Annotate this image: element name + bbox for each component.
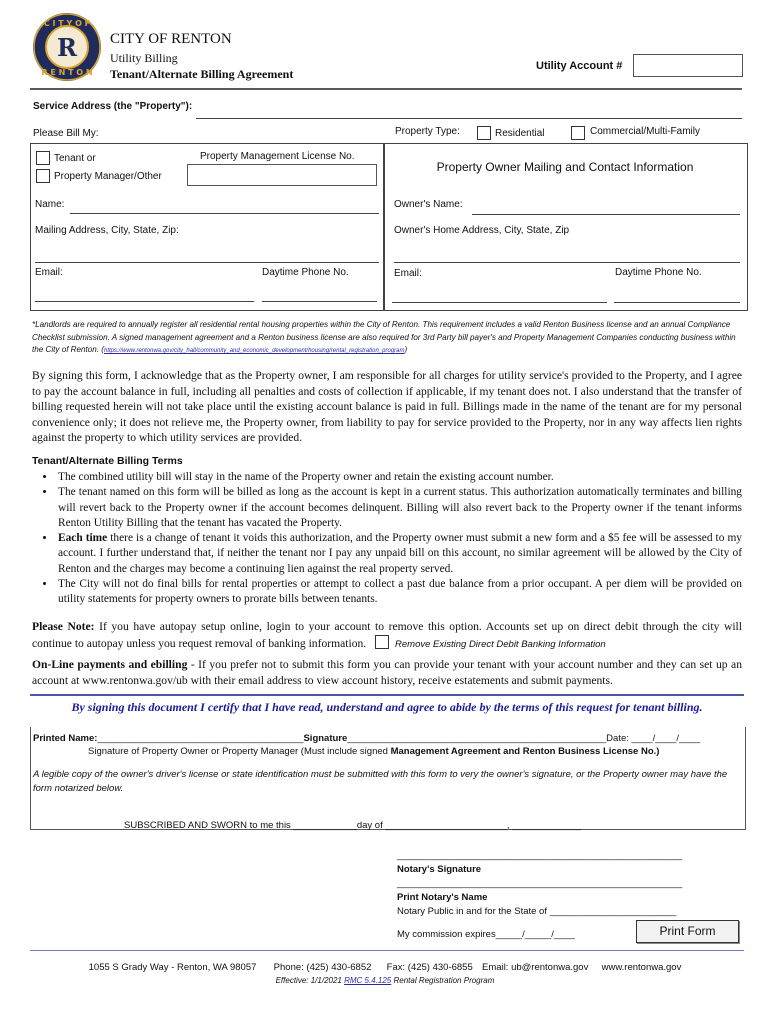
date-field[interactable]: Date: ____/____/____: [606, 733, 701, 744]
notary-name-line[interactable]: ______________________________________________________: [397, 878, 683, 889]
service-address-input[interactable]: [196, 118, 742, 119]
city-seal: [32, 12, 102, 82]
mailing-label: Mailing Address, City, State, Zip:: [35, 225, 179, 236]
phone-label: Daytime Phone No.: [262, 267, 349, 278]
online-heading: On-Line payments and ebilling: [32, 658, 188, 671]
bill-my-label: Please Bill My:: [33, 128, 99, 139]
commercial-label: Commercial/Multi-Family: [590, 126, 701, 137]
term-item: • The tenant named on this form will be billed as long as the account is kept in a current status. This authorization automatically terminates and billing will revert back to the Property owner if the account becomes delinquent. Billing will also revert back to the Property owner if the tenant informs Renton Utility Billing that the tenant has vacated the Property.: [56, 485, 742, 531]
owner-email-label: Email:: [394, 268, 422, 279]
header-rule: [30, 88, 742, 90]
commercial-checkbox[interactable]: [571, 126, 585, 140]
footer-phone: Phone: (425) 430-6852: [273, 962, 372, 973]
owner-address-label: Owner's Home Address, City, State, Zip: [394, 225, 570, 236]
license-number-input[interactable]: [187, 164, 377, 186]
tenant-label: Tenant or: [54, 153, 96, 164]
footer-rule: [30, 950, 744, 951]
landlord-note-close: ): [404, 345, 408, 354]
footer-website[interactable]: www.rentonwa.gov: [601, 962, 682, 973]
online-text: - If you prefer not to submit this form you can provide your tenant with your account number and they can set up an account at www.rentonwa.gov/ub with their email address to view account history, receive estatements and submit payments.: [32, 658, 742, 687]
mailing-input[interactable]: [35, 262, 379, 263]
signature-caption: Signature of Property Owner or Property Manager (Must include signed Management Agreement and Renton Business License No.): [88, 746, 660, 757]
remove-debit-checkbox[interactable]: [375, 635, 389, 649]
owner-section-title: Property Owner Mailing and Contact Information: [436, 160, 694, 174]
account-label: Utility Account #: [536, 60, 623, 72]
name-input[interactable]: [70, 213, 379, 214]
owner-address-input[interactable]: [394, 262, 740, 263]
landlord-note-text: *Landlords are required to annually register all residential rental housing properties within the City of Renton. This requirement includes a valid Renton Business license and an annual Compliance Checklist submission. A signed management agreement and a Renton business license are also required for 3rd Party bill payer's and Property Management Companies conducting business within the City of Renton. (: [32, 320, 736, 354]
license-label: Property Management License No.: [200, 151, 355, 162]
term-item: • The City will not do final bills for rental properties or attempt to collect a past due balance from a prior occupant. A per diem will be provided on utility statements for property owners to prorate bills between tenants.: [56, 577, 742, 608]
agreement-paragraph: By signing this form, I acknowledge that as the Property owner, I am responsible for all charges for utility service's provided to the Property, and I agree to pay the account balance in full, including all penalties and costs of collection if applicable, if my tenant does not. I also understand that the transfer of billing requested herein will not take place until the existing account balance is paid in full. Billings made in the name of the tenant are for my personal convenience only; it does not relieve me, the Property owner, from liability to pay for service provided to the Property, nor in any way affects lien rights against the property to which utility services are provided.: [32, 369, 742, 444]
svg-text:R: R: [57, 33, 77, 62]
print-form-button[interactable]: Print Form: [636, 920, 739, 943]
legible-note: A legible copy of the owner's driver's license or state identification must be submitted with this form to very the owner's signature, or the Property owner may have the form notarized below.: [33, 769, 728, 794]
email-label: Email:: [35, 267, 63, 278]
notary-name-label: Print Notary's Name: [397, 892, 488, 903]
remove-debit-label: Remove Existing Direct Debit Banking Information: [395, 638, 606, 650]
signature-line: [33, 733, 700, 744]
certify-statement: By signing this document I certify that I have read, understand and agree to abide by the terms of this request for tenant billing.: [71, 700, 703, 714]
term-item: • The combined utility bill will stay in the name of the Property owner and retain the existing account number.: [56, 470, 742, 485]
footer-effective: Effective: 1/1/2021 RMC 5.4.125 Rental Registration Program: [275, 976, 495, 985]
footer-contact: [0, 962, 770, 973]
notary-state[interactable]: Notary Public in and for the State of ________________________: [397, 906, 677, 917]
printed-name-label: Printed Name:: [33, 733, 98, 744]
terms-list: [8, 470, 742, 608]
rental-registration-link[interactable]: https://www.rentonwa.gov/city_hall/community_and_economic_development/housing/rental_registration_program: [103, 348, 405, 354]
footer-fax: Fax: (425) 430-6855: [386, 962, 473, 973]
certify-rule-top: [30, 694, 744, 696]
property-type-label: Property Type:: [395, 126, 460, 137]
signature-input[interactable]: _________________________________________________: [347, 733, 607, 744]
svg-text:R E N T O N: R E N T O N: [41, 68, 93, 77]
residential-label: Residential: [495, 128, 545, 139]
form-title: Tenant/Alternate Billing Agreement: [110, 67, 294, 81]
phone-input[interactable]: [262, 301, 377, 302]
terms-heading: Tenant/Alternate Billing Terms: [32, 455, 183, 467]
service-address-label: Service Address (the "Property"):: [33, 101, 193, 112]
manager-label: Property Manager/Other: [54, 171, 162, 182]
svg-text:C I T Y O F: C I T Y O F: [43, 19, 91, 28]
account-number-input[interactable]: [633, 54, 743, 77]
tenant-checkbox[interactable]: [36, 151, 50, 165]
email-input[interactable]: [35, 301, 254, 302]
rmc-link[interactable]: RMC 5.4.125: [344, 976, 392, 985]
manager-checkbox[interactable]: [36, 169, 50, 183]
owner-phone-input[interactable]: [614, 302, 740, 303]
city-name: CITY OF RENTON: [110, 31, 232, 47]
name-label: Name:: [35, 199, 65, 210]
commission-expires[interactable]: My commission expires_____/_____/____: [397, 929, 575, 940]
footer-address: 1055 S Grady Way - Renton, WA 98057: [88, 962, 257, 973]
landlord-note: [32, 319, 744, 358]
owner-name-input[interactable]: [472, 214, 740, 215]
owner-name-label: Owner's Name:: [394, 199, 463, 210]
owner-phone-label: Daytime Phone No.: [615, 267, 702, 278]
sworn-line[interactable]: SUBSCRIBED AND SWORN to me this ____________day of _______________________, _____________: [124, 820, 581, 831]
owner-email-input[interactable]: [392, 302, 607, 303]
residential-checkbox[interactable]: [477, 126, 491, 140]
notary-signature-line[interactable]: ______________________________________________________: [397, 850, 683, 861]
signature-label: Signature: [303, 733, 348, 744]
printed-name-input[interactable]: _______________________________________: [97, 733, 304, 744]
notary-signature-label: Notary's Signature: [397, 864, 482, 875]
online-payments: [32, 657, 742, 688]
term-item: • Each time there is a change of tenant it voids this authorization, and the Property owner must submit a new form and a $5 fee will be assessed to my account. I further understand that, if neither the tenant nor I pay any unpaid bill on this account, no similar agreement will be allowed by the City of Renton and the charges may become a continuing lien against the real property served.: [56, 531, 742, 577]
please-note-heading: Please Note:: [32, 620, 95, 633]
please-note-text: If you have autopay setup online, login to your account to remove this option. Accounts set up on direct debit through the city will continue to autopay unless you request removal of banking information.: [32, 620, 742, 650]
department: Utility Billing: [110, 51, 178, 65]
please-note: [32, 619, 742, 652]
footer-email[interactable]: Email: ub@rentonwa.gov: [482, 962, 589, 973]
